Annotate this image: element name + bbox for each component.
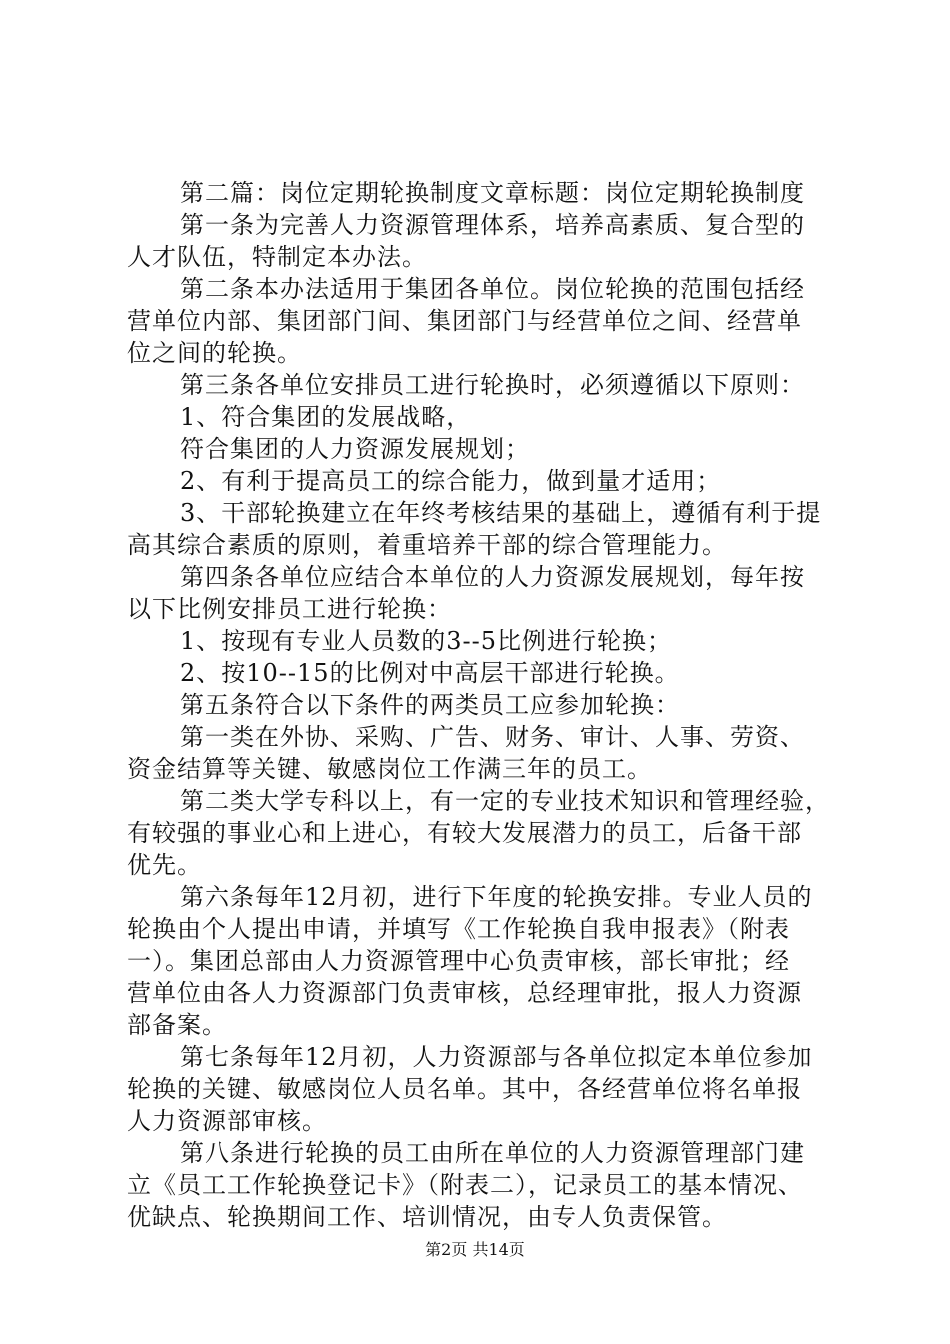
text-line: 有较强的事业心和上进心，有较大发展潜力的员工，后备干部 [127,819,802,847]
text-line: 1、按现有专业人员数的3--5比例进行轮换； [180,627,673,655]
text-line: 3、干部轮换建立在年终考核结果的基础上，遵循有利于提 [180,499,822,527]
text-line: 第二篇：岗位定期轮换制度文章标题：岗位定期轮换制度 [180,179,805,207]
text-line: 1、符合集团的发展战略， [180,403,472,431]
text-line: 部备案。 [127,1011,227,1039]
text-line: 优缺点、轮换期间工作、培训情况，由专人负责保管。 [127,1203,727,1231]
text-line: 以下比例安排员工进行轮换： [127,595,452,623]
text-line: 优先。 [127,851,202,879]
text-line: 第八条进行轮换的员工由所在单位的人力资源管理部门建 [180,1139,805,1167]
text-line: 第二类大学专科以上，有一定的专业技术知识和管理经验， [180,787,830,815]
text-line: 高其综合素质的原则，着重培养干部的综合管理能力。 [127,531,727,559]
text-line: 轮换的关键、敏感岗位人员名单。其中，各经营单位将名单报 [127,1075,802,1103]
text-line: 第一类在外协、采购、广告、财务、审计、人事、劳资、 [180,723,805,751]
text-line: 人力资源部审核。 [127,1107,327,1135]
text-line: 位之间的轮换。 [127,339,302,367]
text-line: 第二条本办法适用于集团各单位。岗位轮换的范围包括经 [180,275,805,303]
text-line: 人才队伍，特制定本办法。 [127,243,427,271]
text-line: 轮换由个人提出申请，并填写《工作轮换自我申报表》（附表 [127,915,790,943]
text-line: 第六条每年12月初，进行下年度的轮换安排。专业人员的 [180,883,813,911]
text-line: 第三条各单位安排员工进行轮换时，必须遵循以下原则： [180,371,805,399]
text-line: 营单位由各人力资源部门负责审核，总经理审批，报人力资源 [127,979,802,1007]
text-line: 第四条各单位应结合本单位的人力资源发展规划，每年按 [180,563,805,591]
text-line: 2、有利于提高员工的综合能力，做到量才适用； [180,467,722,495]
text-line: 立《员工工作轮换登记卡》（附表二），记录员工的基本情况、 [127,1171,803,1199]
text-line: 2、按10--15的比例对中高层干部进行轮换。 [180,659,680,687]
text-line: 资金结算等关键、敏感岗位工作满三年的员工。 [127,755,652,783]
text-line: 一）。集团总部由人力资源管理中心负责审核，部长审批；经 [127,947,790,975]
text-line: 第五条符合以下条件的两类员工应参加轮换： [180,691,680,719]
text-line: 符合集团的人力资源发展规划； [180,435,530,463]
page-number-footer: 第2页 共14页 [425,1240,525,1259]
text-line: 第七条每年12月初，人力资源部与各单位拟定本单位参加 [180,1043,813,1071]
text-line: 营单位内部、集团部门间、集团部门与经营单位之间、经营单 [127,307,802,335]
text-line: 第一条为完善人力资源管理体系，培养高素质、复合型的 [180,211,805,239]
